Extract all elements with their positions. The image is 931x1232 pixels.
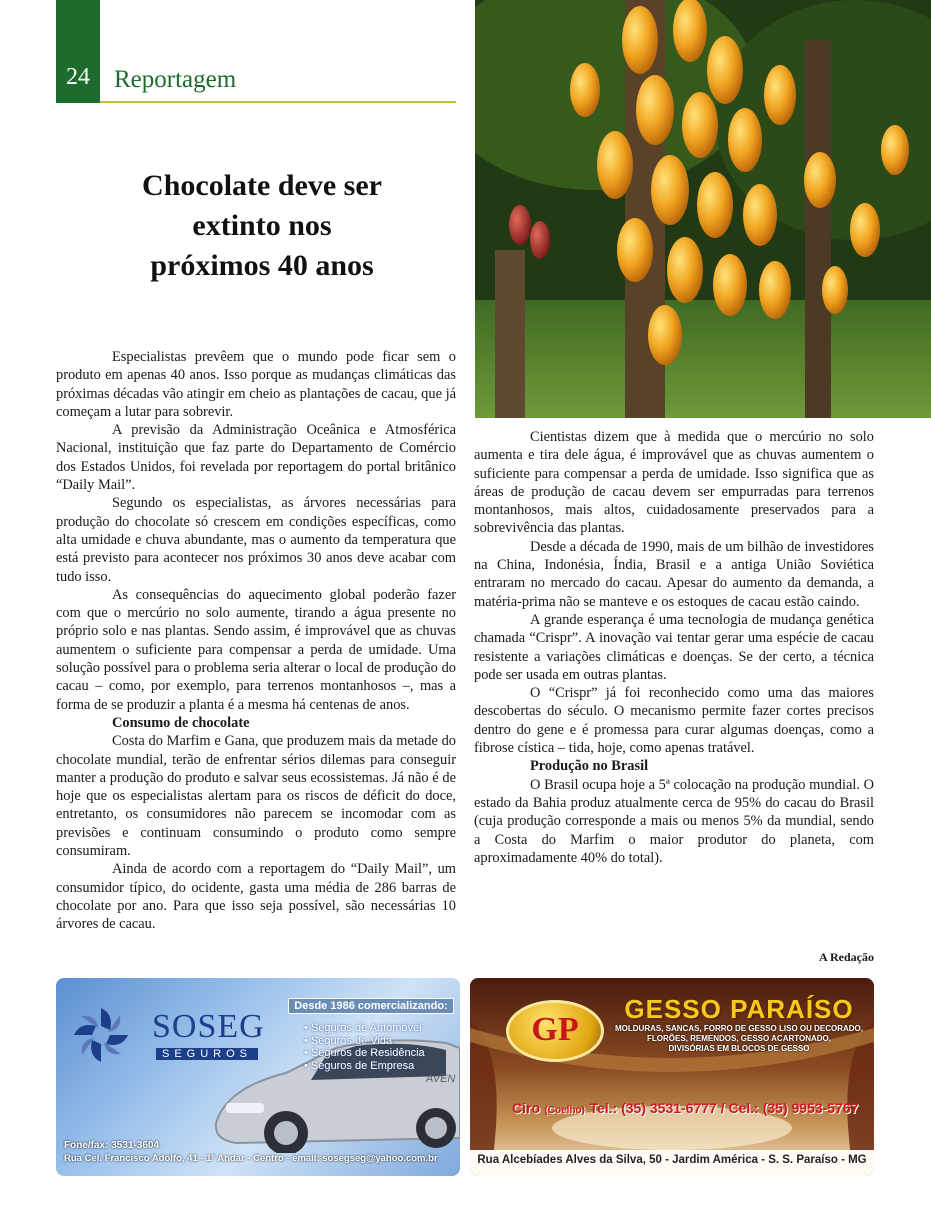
- soseg-subtitle: SEGUROS: [156, 1048, 258, 1060]
- soseg-address: Rua Cel. Francisco Adolfo, 41 - 1º Andar - Centro - email: sosegseg@yahoo.com.br: [64, 1153, 438, 1164]
- soseg-phone: Fone/fax: 3531-3604: [64, 1140, 160, 1151]
- soseg-ad[interactable]: [56, 978, 460, 1176]
- paragraph: O Brasil ocupa hoje a 5ª colocação na produção mundial. O estado da Bahia produz atualmente cerca de 95% do cacau do Brasil (cuja produção corresponde a mais ou menos 5% da mundial, sendo a Costa do Marfim o maior produtor do planeta, com aproximadamente 40% do total).: [474, 776, 874, 866]
- service-item: • Seguros de Residência: [304, 1047, 425, 1059]
- soseg-banner: Desde 1986 comercializando:: [288, 998, 454, 1014]
- car-model-text: AVEN: [426, 1073, 456, 1085]
- service-item: • Seguros de Automóvel: [304, 1022, 422, 1034]
- gesso-address: Rua Alcebíades Alves da Silva, 50 - Jardim América - S. S. Paraíso - MG: [477, 1154, 867, 1166]
- service-line: MOLDURAS, SANCAS, FORRO DE GESSO LISO OU DECORADO,: [614, 1024, 863, 1033]
- gp-logo-text: GP: [531, 1011, 579, 1048]
- subheading-producao: Produção no Brasil: [530, 758, 649, 775]
- contact-name: Ciro: [512, 1100, 540, 1116]
- gesso-contact: [512, 1100, 858, 1118]
- paragraph: Costa do Marfim e Gana, que produzem mais da metade do chocolate mundial, terão de enfrentar sérios dilemas para conseguir manter a produção do produto e salvar seus ecossistemas. Já não é de hoje que os especialistas alertam para os riscos de déficit do doce, entretanto, os consumidores não parecem se incomodar com as previsões e continuam consumindo o produto como sempre consumiram.: [56, 733, 456, 860]
- service-item: • Seguros de Vida: [304, 1034, 393, 1047]
- title-line: extinto nos: [192, 209, 332, 242]
- service-item: • Seguros de Empresa: [304, 1059, 415, 1072]
- section-title: Reportagem: [114, 66, 237, 93]
- page-number: 24: [66, 64, 90, 90]
- paragraph: O “Crispr” já foi reconhecido como uma das maiores descobertas do século. O mecanismo permite fazer cortes precisos dentro do gene e é promessa para curar algumas doenças, como a fibrose cística – tida, hoje, como apenas tratável.: [474, 685, 874, 757]
- gesso-paraiso-ad[interactable]: [470, 978, 874, 1176]
- soseg-service-list: [304, 1022, 425, 1072]
- title-line: próximos 40 anos: [150, 249, 374, 282]
- gesso-services: [610, 1024, 868, 1054]
- cacao-photo: [475, 0, 931, 418]
- header-rule: [100, 101, 456, 103]
- subheading-consumo: Consumo de chocolate: [112, 714, 250, 731]
- paragraph: A grande esperança é uma tecnologia de mudança genética chamada “Crispr”. A inovação vai tentar gerar uma espécie de cacau resistente a variações climáticas e doenças. Se der certo, a técnica pode ser usada em outras plantas.: [474, 611, 874, 683]
- contact-phones: Tel.: (35) 3531-6777 / Cel.: (35) 9953-5767: [589, 1100, 859, 1116]
- soseg-brand: SOSEG: [152, 1008, 265, 1045]
- paragraph: Especialistas prevêem que o mundo pode ficar sem o produto em apenas 40 anos. Isso porque as mudanças climáticas das próximas décadas vão atingir em cheio as plantações de cacau, que já começam a lutar para sobrevir.: [56, 349, 456, 420]
- service-line: FLORÕES, REMENDOS, GESSO ACARTONADO,: [646, 1034, 831, 1043]
- paragraph: Desde a década de 1990, mais de um bilhão de investidores na China, Indonésia, Índia, Brasil e a antiga União Soviética entraram no mercado do cacau. Apesar do aumento da demanda, a matéria-prima não se manteve e os estoques de cacau estão caindo.: [474, 538, 874, 610]
- paragraph: Cientistas dizem que à medida que o mercúrio no solo aumenta e tira dele água, é improvável que as chuvas aumentem o suficiente para compensar a perda de umidade. Isso significa que as áreas de produção de cacau devem ser empurradas para terrenos montanhosos, mais altos, cuidadosamente preservados para a sobrevivência das plantas.: [474, 429, 874, 537]
- cacao-photo-illustration: [475, 0, 931, 418]
- soseg-logo-icon: [70, 1004, 132, 1066]
- service-line: DIVISÓRIAS EM BLOCOS DE GESSO: [668, 1044, 810, 1053]
- gesso-brand: GESSO PARAÍSO: [624, 994, 854, 1024]
- title-line: Chocolate deve ser: [142, 169, 382, 202]
- article-title: [100, 166, 424, 286]
- paragraph: Segundo os especialistas, as árvores necessárias para produção do chocolate só crescem em condições específicas, como alta umidade e chuva abundante, mas o aumento da temperatura que está previsto para acontecer nos próximos 30 anos deve acabar com tudo isso.: [56, 495, 456, 585]
- contact-nick: (Coelho): [544, 1105, 585, 1116]
- gp-logo-icon: [506, 1000, 604, 1062]
- paragraph: As consequências do aquecimento global poderão fazer com que o mercúrio no solo aumente, tirando a água presente no próprio solo e nas plantas. Sendo assim, é improvável que as chuvas aumentem o suficiente para compensar a perda de umidade. Uma solução possível para o problema seria alterar o local de produção do cacau – como, por exemplo, para terrenos montanhosos –, mas a forma de se produzir a planta é a mesma há centenas de anos.: [56, 586, 456, 713]
- paragraph: A previsão da Administração Oceânica e Atmosférica Nacional, instituição que faz parte do Departamento de Comércio dos Estados Unidos, foi revelada por reportagem do portal britânico “Daily Mail”.: [56, 422, 456, 494]
- article-signature: A Redação: [819, 950, 874, 964]
- paragraph: Ainda de acordo com a reportagem do “Daily Mail”, um consumidor típico, do ocidente, gasta uma média de 286 barras de chocolate por ano. Para que isso seja possível, são necessárias 10 árvores de cacau.: [56, 861, 456, 933]
- article-column-left: [56, 348, 456, 934]
- article-column-right: [474, 428, 874, 867]
